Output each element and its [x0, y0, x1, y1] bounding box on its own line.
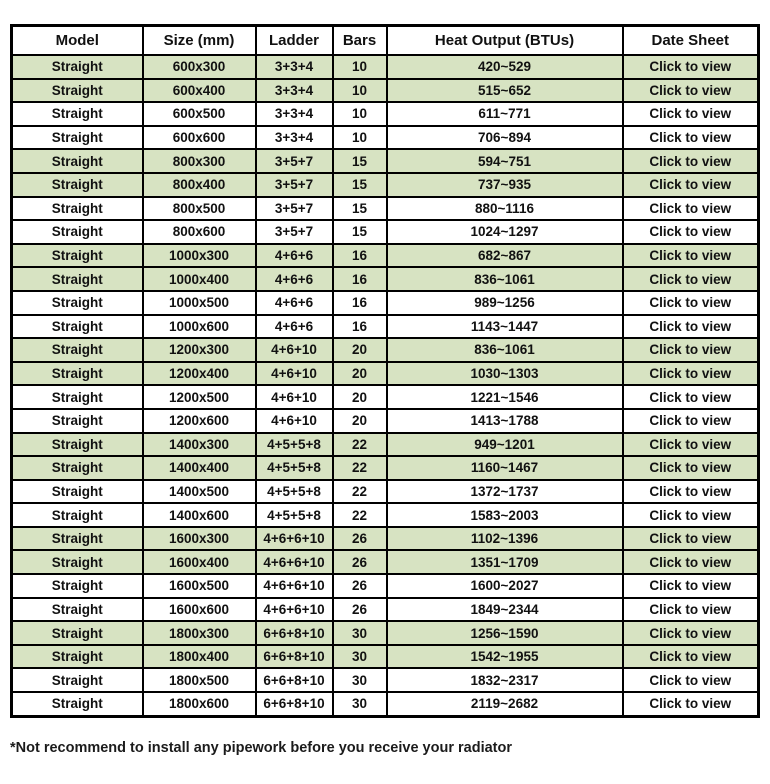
- cell-ladder: 3+5+7: [256, 149, 333, 173]
- cell-heat: 611~771: [387, 102, 623, 126]
- cell-model: Straight: [12, 433, 143, 457]
- cell-bars: 20: [333, 385, 387, 409]
- cell-size: 1800x300: [143, 621, 256, 645]
- cell-ladder: 3+3+4: [256, 102, 333, 126]
- datesheet-link[interactable]: Click to view: [623, 267, 759, 291]
- cell-ladder: 3+5+7: [256, 173, 333, 197]
- header-row: [12, 26, 759, 56]
- cell-ladder: 3+5+7: [256, 197, 333, 221]
- table-row: [12, 102, 759, 126]
- cell-bars: 22: [333, 480, 387, 504]
- cell-heat: 2119~2682: [387, 692, 623, 716]
- cell-size: 1000x400: [143, 267, 256, 291]
- cell-heat: 1351~1709: [387, 550, 623, 574]
- cell-size: 1400x600: [143, 503, 256, 527]
- cell-model: Straight: [12, 149, 143, 173]
- table-row: [12, 645, 759, 669]
- cell-size: 1800x500: [143, 668, 256, 692]
- datesheet-link[interactable]: Click to view: [623, 220, 759, 244]
- table-row: [12, 668, 759, 692]
- cell-bars: 22: [333, 433, 387, 457]
- cell-size: 1200x300: [143, 338, 256, 362]
- datesheet-link[interactable]: Click to view: [623, 598, 759, 622]
- cell-model: Straight: [12, 173, 143, 197]
- datesheet-link[interactable]: Click to view: [623, 244, 759, 268]
- datesheet-link[interactable]: Click to view: [623, 456, 759, 480]
- cell-heat: 1256~1590: [387, 621, 623, 645]
- cell-model: Straight: [12, 79, 143, 103]
- cell-bars: 20: [333, 338, 387, 362]
- cell-ladder: 3+5+7: [256, 220, 333, 244]
- cell-bars: 15: [333, 173, 387, 197]
- cell-bars: 30: [333, 692, 387, 716]
- datesheet-link[interactable]: Click to view: [623, 433, 759, 457]
- datesheet-link[interactable]: Click to view: [623, 197, 759, 221]
- cell-size: 1800x600: [143, 692, 256, 716]
- cell-size: 800x600: [143, 220, 256, 244]
- table-row: [12, 574, 759, 598]
- cell-heat: 1583~2003: [387, 503, 623, 527]
- cell-model: Straight: [12, 503, 143, 527]
- table-row: [12, 149, 759, 173]
- datesheet-link[interactable]: Click to view: [623, 338, 759, 362]
- cell-size: 1400x400: [143, 456, 256, 480]
- table-row: [12, 362, 759, 386]
- datesheet-link[interactable]: Click to view: [623, 149, 759, 173]
- cell-model: Straight: [12, 550, 143, 574]
- table-row: [12, 291, 759, 315]
- cell-size: 1200x500: [143, 385, 256, 409]
- cell-model: Straight: [12, 362, 143, 386]
- table-row: [12, 267, 759, 291]
- cell-bars: 26: [333, 598, 387, 622]
- datesheet-link[interactable]: Click to view: [623, 480, 759, 504]
- cell-heat: 1542~1955: [387, 645, 623, 669]
- cell-model: Straight: [12, 598, 143, 622]
- cell-bars: 10: [333, 55, 387, 79]
- cell-bars: 22: [333, 503, 387, 527]
- table-row: [12, 527, 759, 551]
- cell-heat: 515~652: [387, 79, 623, 103]
- datesheet-link[interactable]: Click to view: [623, 362, 759, 386]
- cell-heat: 1413~1788: [387, 409, 623, 433]
- cell-heat: 1143~1447: [387, 315, 623, 339]
- cell-size: 600x500: [143, 102, 256, 126]
- cell-ladder: 4+6+10: [256, 385, 333, 409]
- cell-ladder: 4+6+6+10: [256, 574, 333, 598]
- table-row: [12, 503, 759, 527]
- cell-bars: 26: [333, 574, 387, 598]
- table-row: [12, 338, 759, 362]
- table-row: [12, 433, 759, 457]
- cell-ladder: 6+6+8+10: [256, 621, 333, 645]
- cell-model: Straight: [12, 645, 143, 669]
- cell-bars: 15: [333, 197, 387, 221]
- cell-bars: 30: [333, 668, 387, 692]
- cell-heat: 420~529: [387, 55, 623, 79]
- cell-size: 600x400: [143, 79, 256, 103]
- radiator-spec-table-container: [10, 24, 760, 718]
- cell-model: Straight: [12, 668, 143, 692]
- cell-bars: 16: [333, 315, 387, 339]
- cell-bars: 16: [333, 291, 387, 315]
- cell-size: 1600x600: [143, 598, 256, 622]
- cell-model: Straight: [12, 291, 143, 315]
- cell-size: 1600x400: [143, 550, 256, 574]
- datesheet-link[interactable]: Click to view: [623, 173, 759, 197]
- cell-heat: 737~935: [387, 173, 623, 197]
- cell-ladder: 4+6+6: [256, 291, 333, 315]
- cell-size: 1200x600: [143, 409, 256, 433]
- cell-heat: 1102~1396: [387, 527, 623, 551]
- cell-heat: 1221~1546: [387, 385, 623, 409]
- column-header-model: Model: [12, 26, 143, 56]
- cell-ladder: 3+3+4: [256, 79, 333, 103]
- cell-heat: 949~1201: [387, 433, 623, 457]
- cell-heat: 989~1256: [387, 291, 623, 315]
- table-row: [12, 315, 759, 339]
- cell-size: 1600x300: [143, 527, 256, 551]
- table-row: [12, 55, 759, 79]
- cell-bars: 30: [333, 621, 387, 645]
- cell-size: 1000x500: [143, 291, 256, 315]
- cell-heat: 1832~2317: [387, 668, 623, 692]
- datesheet-link[interactable]: Click to view: [623, 102, 759, 126]
- cell-model: Straight: [12, 55, 143, 79]
- cell-size: 600x600: [143, 126, 256, 150]
- cell-bars: 22: [333, 456, 387, 480]
- cell-ladder: 3+3+4: [256, 55, 333, 79]
- table-header: [12, 26, 759, 56]
- cell-bars: 10: [333, 79, 387, 103]
- cell-model: Straight: [12, 456, 143, 480]
- cell-bars: 26: [333, 550, 387, 574]
- table-row: [12, 173, 759, 197]
- cell-heat: 1030~1303: [387, 362, 623, 386]
- column-header-ladder: Ladder: [256, 26, 333, 56]
- cell-ladder: 3+3+4: [256, 126, 333, 150]
- table-row: [12, 456, 759, 480]
- datesheet-link[interactable]: Click to view: [623, 126, 759, 150]
- cell-ladder: 4+5+5+8: [256, 433, 333, 457]
- datesheet-link[interactable]: Click to view: [623, 692, 759, 716]
- cell-ladder: 4+6+10: [256, 409, 333, 433]
- cell-ladder: 6+6+8+10: [256, 692, 333, 716]
- cell-ladder: 4+6+10: [256, 338, 333, 362]
- cell-ladder: 4+6+6: [256, 267, 333, 291]
- cell-heat: 1160~1467: [387, 456, 623, 480]
- cell-heat: 880~1116: [387, 197, 623, 221]
- cell-heat: 836~1061: [387, 267, 623, 291]
- cell-heat: 1849~2344: [387, 598, 623, 622]
- datesheet-link[interactable]: Click to view: [623, 291, 759, 315]
- cell-size: 1000x600: [143, 315, 256, 339]
- cell-model: Straight: [12, 102, 143, 126]
- cell-ladder: 4+5+5+8: [256, 480, 333, 504]
- column-header-size: Size (mm): [143, 26, 256, 56]
- cell-ladder: 4+6+6: [256, 244, 333, 268]
- cell-bars: 20: [333, 362, 387, 386]
- cell-size: 800x500: [143, 197, 256, 221]
- cell-heat: 706~894: [387, 126, 623, 150]
- datesheet-link[interactable]: Click to view: [623, 315, 759, 339]
- table-row: [12, 126, 759, 150]
- cell-bars: 30: [333, 645, 387, 669]
- cell-model: Straight: [12, 409, 143, 433]
- table-row: [12, 621, 759, 645]
- table-row: [12, 220, 759, 244]
- column-header-datesheet: Date Sheet: [623, 26, 759, 56]
- cell-ladder: 4+6+6+10: [256, 598, 333, 622]
- cell-bars: 20: [333, 409, 387, 433]
- cell-heat: 1600~2027: [387, 574, 623, 598]
- cell-bars: 10: [333, 102, 387, 126]
- cell-heat: 1024~1297: [387, 220, 623, 244]
- table-row: [12, 480, 759, 504]
- cell-bars: 15: [333, 149, 387, 173]
- cell-ladder: 4+5+5+8: [256, 456, 333, 480]
- cell-heat: 836~1061: [387, 338, 623, 362]
- cell-bars: 16: [333, 267, 387, 291]
- cell-size: 1400x300: [143, 433, 256, 457]
- cell-bars: 10: [333, 126, 387, 150]
- table-row: [12, 385, 759, 409]
- datesheet-link[interactable]: Click to view: [623, 79, 759, 103]
- table-row: [12, 409, 759, 433]
- cell-model: Straight: [12, 220, 143, 244]
- cell-ladder: 4+6+6+10: [256, 550, 333, 574]
- cell-ladder: 6+6+8+10: [256, 645, 333, 669]
- cell-bars: 15: [333, 220, 387, 244]
- datesheet-link[interactable]: Click to view: [623, 503, 759, 527]
- column-header-heat: Heat Output (BTUs): [387, 26, 623, 56]
- cell-heat: 1372~1737: [387, 480, 623, 504]
- cell-model: Straight: [12, 527, 143, 551]
- table-row: [12, 598, 759, 622]
- cell-model: Straight: [12, 244, 143, 268]
- cell-size: 1000x300: [143, 244, 256, 268]
- cell-size: 1200x400: [143, 362, 256, 386]
- pipework-footnote: *Not recommend to install any pipework before you receive your radiator: [10, 740, 512, 756]
- cell-size: 600x300: [143, 55, 256, 79]
- cell-size: 1400x500: [143, 480, 256, 504]
- cell-ladder: 4+5+5+8: [256, 503, 333, 527]
- cell-size: 1800x400: [143, 645, 256, 669]
- datesheet-link[interactable]: Click to view: [623, 550, 759, 574]
- cell-model: Straight: [12, 621, 143, 645]
- cell-size: 1600x500: [143, 574, 256, 598]
- cell-model: Straight: [12, 480, 143, 504]
- cell-model: Straight: [12, 385, 143, 409]
- cell-model: Straight: [12, 338, 143, 362]
- datesheet-link[interactable]: Click to view: [623, 55, 759, 79]
- cell-model: Straight: [12, 315, 143, 339]
- datesheet-link[interactable]: Click to view: [623, 574, 759, 598]
- cell-bars: 16: [333, 244, 387, 268]
- table-body: [12, 55, 759, 716]
- cell-ladder: 4+6+6+10: [256, 527, 333, 551]
- cell-size: 800x300: [143, 149, 256, 173]
- cell-ladder: 4+6+10: [256, 362, 333, 386]
- table-row: [12, 244, 759, 268]
- datesheet-link[interactable]: Click to view: [623, 527, 759, 551]
- cell-heat: 594~751: [387, 149, 623, 173]
- datesheet-link[interactable]: Click to view: [623, 645, 759, 669]
- cell-bars: 26: [333, 527, 387, 551]
- datesheet-link[interactable]: Click to view: [623, 668, 759, 692]
- cell-size: 800x400: [143, 173, 256, 197]
- cell-model: Straight: [12, 126, 143, 150]
- table-row: [12, 692, 759, 716]
- radiator-spec-table: [10, 24, 760, 718]
- datesheet-link[interactable]: Click to view: [623, 385, 759, 409]
- cell-ladder: 4+6+6: [256, 315, 333, 339]
- cell-model: Straight: [12, 197, 143, 221]
- cell-model: Straight: [12, 574, 143, 598]
- datesheet-link[interactable]: Click to view: [623, 621, 759, 645]
- cell-model: Straight: [12, 692, 143, 716]
- table-row: [12, 79, 759, 103]
- datesheet-link[interactable]: Click to view: [623, 409, 759, 433]
- table-row: [12, 550, 759, 574]
- column-header-bars: Bars: [333, 26, 387, 56]
- cell-model: Straight: [12, 267, 143, 291]
- cell-ladder: 6+6+8+10: [256, 668, 333, 692]
- table-row: [12, 197, 759, 221]
- cell-heat: 682~867: [387, 244, 623, 268]
